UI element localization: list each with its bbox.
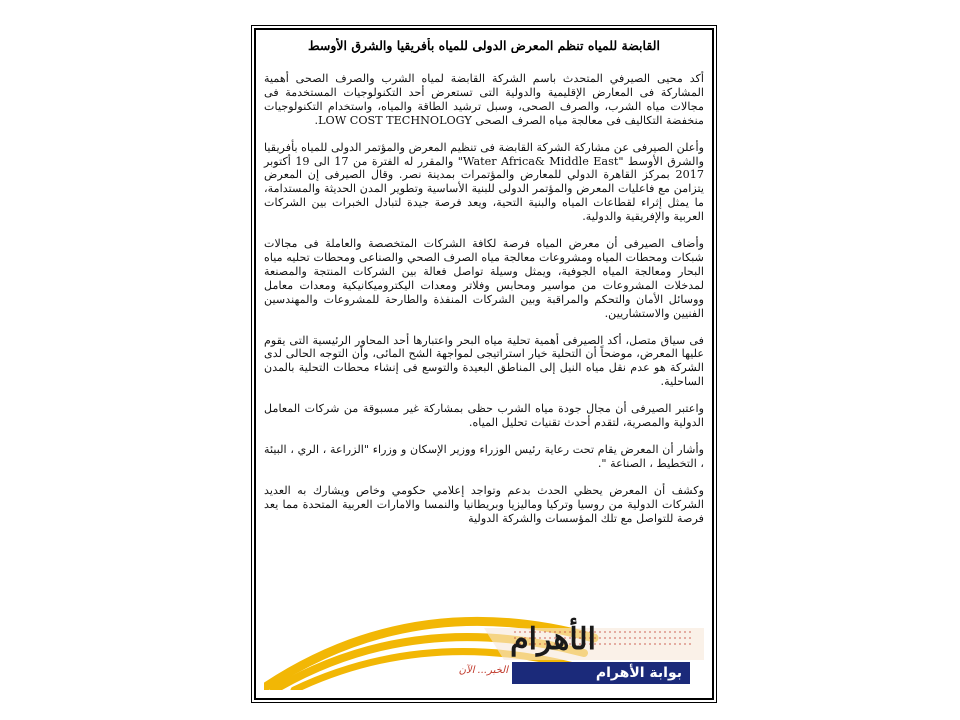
- article-paragraph: أكد محيى الصيرفي المتحدث باسم الشركة القابضة لمياه الشرب والصرف الصحى أهمية المشاركة فى المعارض الإقليمية والدولية التى تستعرض أحد التكنولوجيات المستخدمة فى مجالات مياه الشرب، والصرف الصحى، وسبل ترشيد الطاقة والمياه، واستخدام التكنولوجيات منخفضة التكاليف فى معالجة مياه الصرف الصحى LOW COST TECHNOLOGY.: [264, 72, 704, 127]
- article-paragraph: فى سياق متصل، أكد الصيرفى أهمية تحلية مياه البحر واعتبارها أحد المحاور الرئيسية التى يقوم عليها المعرض، موضحاً أن التحلية خيار استراتيجى لمواجهة الشح المائى، وأن التوجه الحالى لدى الشركة هو عدم نقل مياه النيل إلى المناطق البعيدة والتوسع فى إنشاء محطات التحلية بالمدن الساحلية.: [264, 333, 704, 389]
- logo-name: الأهرام: [510, 622, 596, 657]
- article-body: [264, 72, 704, 525]
- article-paragraph: وأعلن الصيرفى عن مشاركة الشركة القابضة فى تنظيم المعرض والمؤتمر الدولى للمياه بأفريقيا والشرق الأوسط "Water Africa& Middle East" والمقرر له الفترة من 17 الى 19 أكتوبر 2017 بمركز القاهرة الدولي للمعارض والمؤتمرات بمدينة نصر. وقال الصيرفى إن المعرض يتزامن مع فاعليات المعرض والمؤتمر الدولى للبنية الأساسية وتطوير المدن الحديثة والمستدامة، ما يمثل إثراء لقطاعات المياه والبنية التحية، ويعد فرصة جيدة لتبادل الخبرات بين الشركات العربية والإفريقية والدولية.: [264, 140, 704, 224]
- article-paragraph: وكشف أن المعرض يحظي الحدث بدعم وتواجد إعلامي حكومي وخاص ويشارك به العديد الشركات الدولية من روسيا وتركيا وماليزيا وبريطانيا والنمسا والامارات العربية المتحدة مما يعد فرصة للتواصل مع تلك المؤسسات والشركة الدولية: [264, 483, 704, 525]
- logo-slogan: الخبر... الآن: [458, 665, 508, 676]
- ahram-gate-logo: [264, 598, 704, 690]
- article-frame: [254, 28, 714, 700]
- article-paragraph: واعتبر الصيرفى أن مجال جودة مياه الشرب حظى بمشاركة غير مسبوقة من شركات المعامل الدولية والمصرية، لتقدم أحدث تقنيات تحليل المياه.: [264, 402, 704, 430]
- article-paragraph: وأضاف الصيرفى أن معرض المياه فرصة لكافة الشركات المتخصصة والعاملة فى مجالات شبكات ومحطات المياه ومشروعات معالجة مياه الصرف الصحي والصناعى ومحطات تحليه مياه البحار ومعالجة المياه الجوفية، ويمثل وسيلة تواصل فعالة بين الشركات المنتجة والمصنعة لمدخلات المشروعات من مواسير ومحابس وفلاتر ومعدات اليكتروميكانيكية ومعدات معامل ووسائل الأمان والتحكم والمراقبة وبين الشركات المنفذة والطارحة للمشروعات والمهندسين الفنيين والاستشاريين.: [264, 237, 704, 320]
- article-paragraph: وأشار أن المعرض يقام تحت رعاية رئيس الوزراء ووزير الإسكان و وزراء "الزراعة ، الري ، البيئة ، التخطيط ، الصناعة ".: [264, 442, 704, 470]
- logo-bar: بوابة الأهرام: [512, 662, 690, 684]
- article-headline: القابضة للمياه تنظم المعرض الدولى للمياه بأفريقيا والشرق الأوسط: [308, 38, 660, 53]
